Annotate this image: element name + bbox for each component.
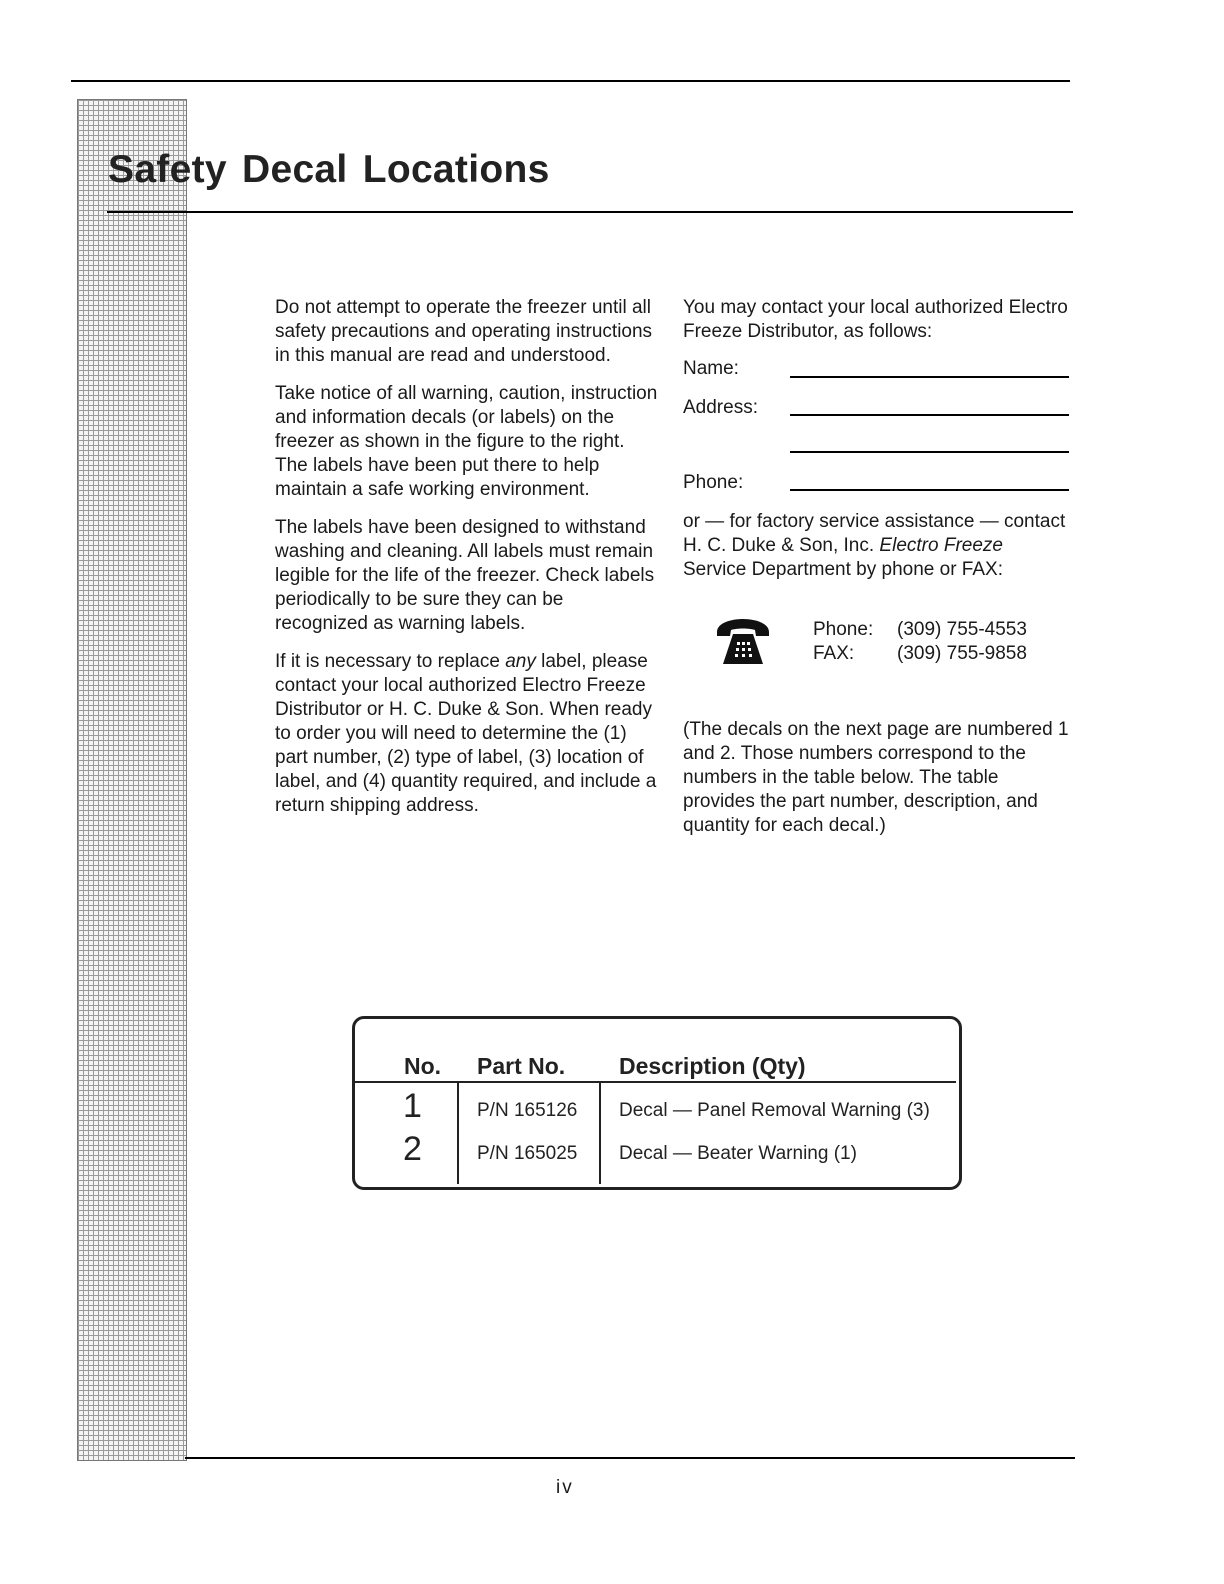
decal-table-note: (The decals on the next page are numbered 1 and 2. Those numbers correspond to the numbers in the table below. The table provides the part number, description, and quantity for each decal.) [683,719,1069,836]
top-rule [71,80,1070,82]
row-2-description: Decal — Beater Warning (1) [619,1143,857,1164]
name-label: Name: [683,358,739,379]
paragraph-replace-label: If it is necessary to replace any label, please contact your local authorized Electro Freeze Distributor or H. C. Duke & Son. When ready to order you will need to determine the (1) part number, (2) type of label, (3) location of label, and (4) quantity required, and include a return shipping address. [275,651,657,816]
row-2-part: P/N 165025 [477,1143,578,1164]
table-column-divider [599,1083,601,1184]
fax-number-label: FAX: [813,643,855,664]
fax-number: (309) 755-9858 [897,643,1027,664]
row-1-description: Decal — Panel Removal Warning (3) [619,1100,930,1121]
address-label: Address: [683,397,758,418]
header-part-no: Part No. [477,1053,566,1079]
name-line [790,376,1069,378]
factory-service-text: or — for factory service assistance — contact H. C. Duke & Son, Inc. Electro Freeze Service Department by phone or FAX: [683,511,1066,580]
page-number: iv [556,1477,574,1498]
header-no: No. [404,1053,442,1079]
phone-number: (309) 755-4553 [897,619,1027,640]
contact-intro: You may contact your local authorized Electro Freeze Distributor, as follows: [683,297,1068,342]
phone-label: Phone: [683,472,744,493]
address-line-2 [790,451,1069,453]
row-2-number: 2 [403,1130,422,1168]
address-line [790,414,1069,416]
row-1-number: 1 [403,1087,422,1125]
paragraph: Take notice of all warning, caution, instruction and information decals (or labels) on the freezer as shown in the figure to the right. The labels have been put there to help maintain a safe working environment. [275,383,658,500]
grid-margin-strip [77,99,187,1461]
contact-numbers [813,618,1027,666]
paragraph: The labels have been designed to withstand washing and cleaning. All labels must remain legible for the life of the freezer. Check labels periodically to be sure they can be recognized as warning labels. [275,517,655,634]
telephone-icon [713,618,773,668]
phone-line [790,489,1069,491]
row-1-part: P/N 165126 [477,1100,578,1121]
bottom-rule [185,1457,1075,1459]
header-description: Description (Qty) [619,1053,806,1079]
phone-number-label: Phone: [813,619,874,640]
title-underline [107,211,1073,213]
left-column [275,296,660,832]
table-header-divider [355,1081,956,1083]
page-title: Safety Decal Locations [108,148,550,191]
table-column-divider [457,1083,459,1184]
paragraph: Do not attempt to operate the freezer until all safety precautions and operating instructions in this manual are read and understood. [275,297,653,366]
